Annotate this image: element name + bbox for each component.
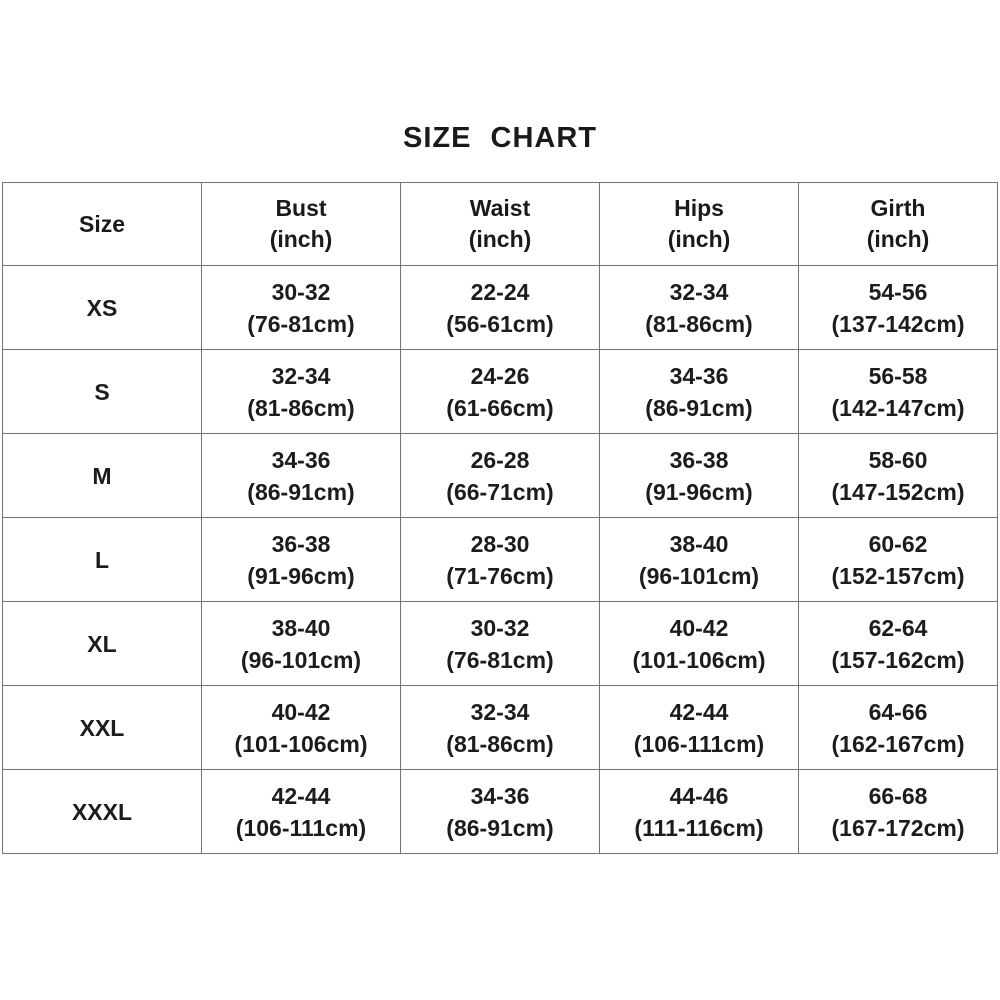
waist-inch-value: 24-26 [470, 362, 530, 389]
girth-cm-value: (167-172cm) [831, 814, 965, 841]
girth-inch-value: 56-58 [868, 362, 928, 389]
hips-cm-value: (101-106cm) [632, 646, 766, 673]
hips-cell [600, 686, 799, 770]
size-cell [3, 434, 202, 518]
bust-cell [202, 686, 401, 770]
girth-cell [799, 434, 998, 518]
girth-cell [799, 602, 998, 686]
bust-cm-value: (81-86cm) [247, 394, 355, 421]
size-label: L [94, 546, 110, 573]
table-row [3, 434, 998, 518]
hips-cm-value: (106-111cm) [633, 730, 765, 757]
waist-cm-value: (81-86cm) [446, 730, 554, 757]
waist-cm-value: (66-71cm) [446, 478, 554, 505]
bust-inch-value: 38-40 [271, 614, 331, 641]
header-hips [600, 183, 799, 266]
bust-cell [202, 350, 401, 434]
size-label: XL [87, 630, 117, 657]
girth-inch-value: 60-62 [868, 530, 928, 557]
header-size [3, 183, 202, 266]
waist-inch-value: 28-30 [470, 530, 530, 557]
header-waist [401, 183, 600, 266]
header-row [3, 183, 998, 266]
waist-cell [401, 770, 600, 854]
waist-cell [401, 602, 600, 686]
bust-cm-value: (91-96cm) [247, 562, 355, 589]
girth-cell [799, 266, 998, 350]
table-row [3, 602, 998, 686]
waist-inch-value: 26-28 [470, 446, 530, 473]
waist-cm-value: (61-66cm) [446, 394, 554, 421]
bust-cell [202, 434, 401, 518]
girth-cell [799, 518, 998, 602]
bust-cm-value: (96-101cm) [240, 646, 362, 673]
girth-inch-value: 64-66 [868, 698, 928, 725]
size-table-body [3, 266, 998, 854]
size-chart-table [2, 182, 998, 854]
hips-inch-value: 42-44 [669, 698, 729, 725]
header-girth-label: Girth [870, 195, 926, 221]
waist-cell [401, 266, 600, 350]
hips-cm-value: (86-91cm) [645, 394, 753, 421]
hips-inch-value: 40-42 [669, 614, 729, 641]
girth-inch-value: 54-56 [868, 278, 928, 305]
size-label: S [94, 378, 110, 405]
waist-cm-value: (86-91cm) [446, 814, 554, 841]
header-bust-unit: (inch) [269, 226, 333, 252]
bust-cell [202, 770, 401, 854]
waist-cell [401, 434, 600, 518]
hips-inch-value: 36-38 [669, 446, 729, 473]
table-row [3, 770, 998, 854]
table-row [3, 686, 998, 770]
girth-cm-value: (152-157cm) [831, 562, 965, 589]
hips-cm-value: (96-101cm) [638, 562, 760, 589]
bust-inch-value: 34-36 [271, 446, 331, 473]
bust-inch-value: 42-44 [271, 782, 331, 809]
hips-inch-value: 38-40 [669, 530, 729, 557]
hips-cell [600, 518, 799, 602]
bust-cm-value: (86-91cm) [247, 478, 355, 505]
girth-cm-value: (157-162cm) [831, 646, 965, 673]
size-label: XXXL [71, 798, 133, 825]
header-bust-label: Bust [275, 195, 327, 221]
header-size-label: Size [78, 210, 126, 237]
header-hips-label: Hips [674, 195, 724, 221]
size-cell [3, 266, 202, 350]
size-cell [3, 770, 202, 854]
waist-cell [401, 686, 600, 770]
table-row [3, 350, 998, 434]
bust-cell [202, 518, 401, 602]
hips-cell [600, 770, 799, 854]
header-bust [202, 183, 401, 266]
waist-cell [401, 350, 600, 434]
girth-inch-value: 58-60 [868, 446, 928, 473]
hips-inch-value: 44-46 [669, 782, 729, 809]
waist-cell [401, 518, 600, 602]
waist-inch-value: 30-32 [470, 614, 530, 641]
bust-cell [202, 602, 401, 686]
size-label: XXL [79, 714, 125, 741]
bust-inch-value: 40-42 [271, 698, 331, 725]
table-row [3, 266, 998, 350]
waist-cm-value: (76-81cm) [446, 646, 554, 673]
bust-inch-value: 32-34 [271, 362, 331, 389]
girth-cm-value: (137-142cm) [831, 310, 965, 337]
hips-cm-value: (91-96cm) [645, 478, 753, 505]
table-header [3, 183, 998, 266]
girth-cm-value: (147-152cm) [831, 478, 965, 505]
waist-cm-value: (71-76cm) [446, 562, 554, 589]
bust-inch-value: 36-38 [271, 530, 331, 557]
bust-cm-value: (76-81cm) [247, 310, 355, 337]
header-waist-unit: (inch) [468, 226, 532, 252]
hips-cell [600, 350, 799, 434]
waist-inch-value: 34-36 [470, 782, 530, 809]
waist-inch-value: 32-34 [470, 698, 530, 725]
header-hips-unit: (inch) [667, 226, 731, 252]
hips-cm-value: (81-86cm) [645, 310, 753, 337]
bust-cm-value: (106-111cm) [235, 814, 367, 841]
page-title: SIZE CHART [403, 122, 597, 154]
hips-cell [600, 434, 799, 518]
header-girth [799, 183, 998, 266]
hips-cm-value: (111-116cm) [634, 814, 764, 841]
hips-inch-value: 32-34 [669, 278, 729, 305]
size-cell [3, 602, 202, 686]
header-waist-label: Waist [469, 195, 531, 221]
bust-inch-value: 30-32 [271, 278, 331, 305]
girth-cm-value: (162-167cm) [831, 730, 965, 757]
waist-cm-value: (56-61cm) [446, 310, 554, 337]
size-cell [3, 686, 202, 770]
hips-inch-value: 34-36 [669, 362, 729, 389]
size-label: M [92, 462, 112, 489]
bust-cm-value: (101-106cm) [234, 730, 368, 757]
waist-inch-value: 22-24 [470, 278, 530, 305]
bust-cell [202, 266, 401, 350]
table-row [3, 518, 998, 602]
girth-inch-value: 62-64 [868, 614, 928, 641]
girth-cell [799, 350, 998, 434]
girth-cell [799, 770, 998, 854]
size-label: XS [86, 294, 118, 321]
girth-inch-value: 66-68 [868, 782, 928, 809]
girth-cell [799, 686, 998, 770]
size-cell [3, 518, 202, 602]
hips-cell [600, 602, 799, 686]
header-girth-unit: (inch) [866, 226, 930, 252]
size-cell [3, 350, 202, 434]
hips-cell [600, 266, 799, 350]
girth-cm-value: (142-147cm) [831, 394, 965, 421]
